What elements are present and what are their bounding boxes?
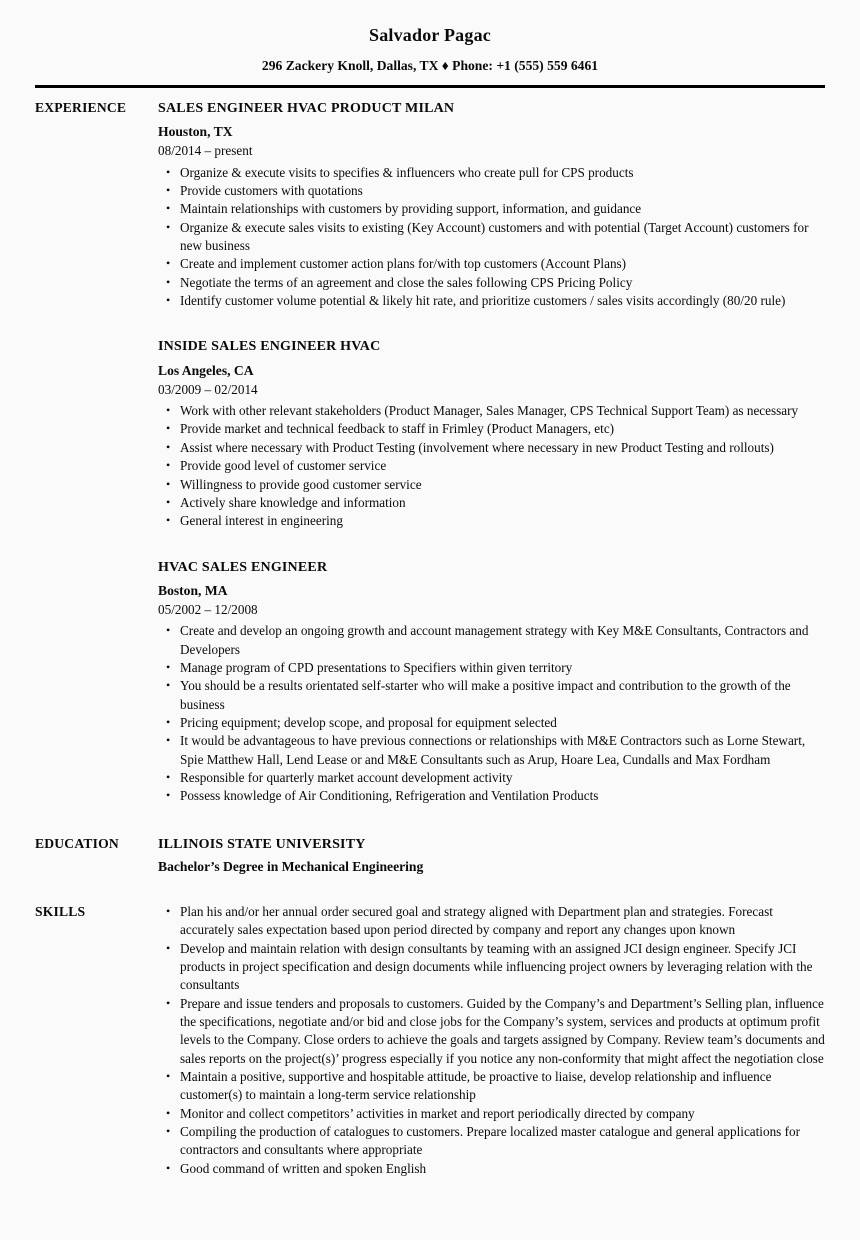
list-item: • Identify customer volume potential & likely hit rate, and prioritize customers / sales visits accordingly (80/20 rule) xyxy=(180,292,825,310)
list-item: • Pricing equipment; develop scope, and proposal for equipment selected xyxy=(180,714,825,732)
job-title: HVAC SALES ENGINEER xyxy=(158,559,328,575)
list-item: • Assist where necessary with Product Testing (involvement where necessary in new Product Testing and rollouts) xyxy=(180,439,825,457)
list-item: • Organize & execute sales visits to existing (Key Account) customers and with potential (Target Account) customers for new business xyxy=(180,219,825,256)
list-item: • Create and implement customer action plans for/with top customers (Account Plans) xyxy=(180,255,825,273)
list-item: • Willingness to provide good customer service xyxy=(180,476,825,494)
list-item: • Create and develop an ongoing growth and account management strategy with Key M&E Consultants, Contractors and Developers xyxy=(180,622,825,659)
list-item: • Negotiate the terms of an agreement and close the sales following CPS Pricing Policy xyxy=(180,274,825,292)
list-item: • It would be advantageous to have previous connections or relationships with M&E Contractors such as Lorne Stewart, Spie Matthew Hall, Lend Lease or and M&E Consultants such as Arup, Hoare Lea, Cundalls and Max Fordham xyxy=(180,732,825,769)
job-dates: 05/2002 – 12/2008 xyxy=(158,601,258,617)
resume-header xyxy=(35,25,825,88)
section-label-experience: EXPERIENCE xyxy=(35,100,127,115)
list-item: • You should be a results orientated self-starter who will make a positive impact and contribution to the growth of the business xyxy=(180,677,825,714)
list-item: • Develop and maintain relation with design consultants by teaming with an assigned JCI design engineer. Specify JCI products in project specification and design documents while influencing project owners by leveraging relation with the consultants xyxy=(180,940,825,995)
list-item: • Good command of written and spoken English xyxy=(180,1160,825,1178)
list-item: • Possess knowledge of Air Conditioning, Refrigeration and Ventilation Products xyxy=(180,787,825,805)
bullet-list xyxy=(158,402,825,530)
experience-content xyxy=(158,99,825,806)
job-entry xyxy=(158,558,825,806)
section-skills xyxy=(35,903,825,1178)
section-education xyxy=(35,835,825,877)
job-title: INSIDE SALES ENGINEER HVAC xyxy=(158,339,381,355)
section-label-education: EDUCATION xyxy=(35,835,119,851)
job-entry xyxy=(158,337,825,530)
list-item: • Provide customers with quotations xyxy=(180,182,825,200)
job-dates: 03/2009 – 02/2014 xyxy=(158,381,258,397)
list-item: • Actively share knowledge and information xyxy=(180,494,825,512)
contact-line: 296 Zackery Knoll, Dallas, TX ♦ Phone: +1 (555) 559 6461 xyxy=(261,58,599,73)
list-item: • Responsible for quarterly market account development activity xyxy=(180,769,825,787)
list-item: • Manage program of CPD presentations to Specifiers within given territory xyxy=(180,659,825,677)
job-location: Houston, TX xyxy=(158,124,233,140)
job-dates: 08/2014 – present xyxy=(158,143,253,159)
list-item: • Prepare and issue tenders and proposals to customers. Guided by the Company’s and Department’s Selling plan, influence the specifications, negotiate and/or bid and close jobs for the Company’s system, services and products at optimum profit levels to the Company. Close orders to achieve the goals and targets assigned by Company. Review team’s documents and sales reports on the project(s)’ progress especially if you notice any non-conformity that might affect the negotiation close xyxy=(180,995,825,1068)
bullet-list xyxy=(158,164,825,311)
bullet-list xyxy=(158,903,825,1178)
page-title: Salvador Pagac xyxy=(369,25,491,45)
list-item: • Maintain relationships with customers by providing support, information, and guidance xyxy=(180,200,825,218)
skills-content xyxy=(158,903,825,1178)
list-item: • Provide market and technical feedback to staff in Frimley (Product Managers, etc) xyxy=(180,420,825,438)
header-divider xyxy=(35,85,825,88)
list-item: • Work with other relevant stakeholders (Product Manager, Sales Manager, CPS Technical Support Team) as necessary xyxy=(180,402,825,420)
list-item: • Monitor and collect competitors’ activities in market and report periodically directed by company xyxy=(180,1105,825,1123)
job-title: SALES ENGINEER HVAC PRODUCT MILAN xyxy=(158,101,455,116)
section-experience xyxy=(35,99,825,806)
bullet-list xyxy=(158,622,825,805)
list-item: • Compiling the production of catalogues to customers. Prepare localized master catalogue and general applications for contractors and consultants where appropriate xyxy=(180,1123,825,1160)
list-item: • Maintain a positive, supportive and hospitable attitude, be proactive to liaise, develop relationship and influence customer(s) to maintain a long-term service relationship xyxy=(180,1068,825,1105)
job-location: Los Angeles, CA xyxy=(158,362,254,378)
list-item: • Plan his and/or her annual order secured goal and strategy aligned with Department plan and strategies. Forecast accurately sales expectation based upon period directed by company and report any changes upon known xyxy=(180,903,825,940)
job-entry xyxy=(158,99,825,310)
education-content xyxy=(158,835,825,877)
section-label-skills: SKILLS xyxy=(35,904,86,919)
job-location: Boston, MA xyxy=(158,582,228,598)
education-degree: Bachelor’s Degree in Mechanical Engineering xyxy=(158,859,424,875)
list-item: • Organize & execute visits to specifies & influencers who create pull for CPS products xyxy=(180,164,825,182)
list-item: • General interest in engineering xyxy=(180,512,825,530)
education-school: ILLINOIS STATE UNIVERSITY xyxy=(158,836,366,852)
list-item: • Provide good level of customer service xyxy=(180,457,825,475)
